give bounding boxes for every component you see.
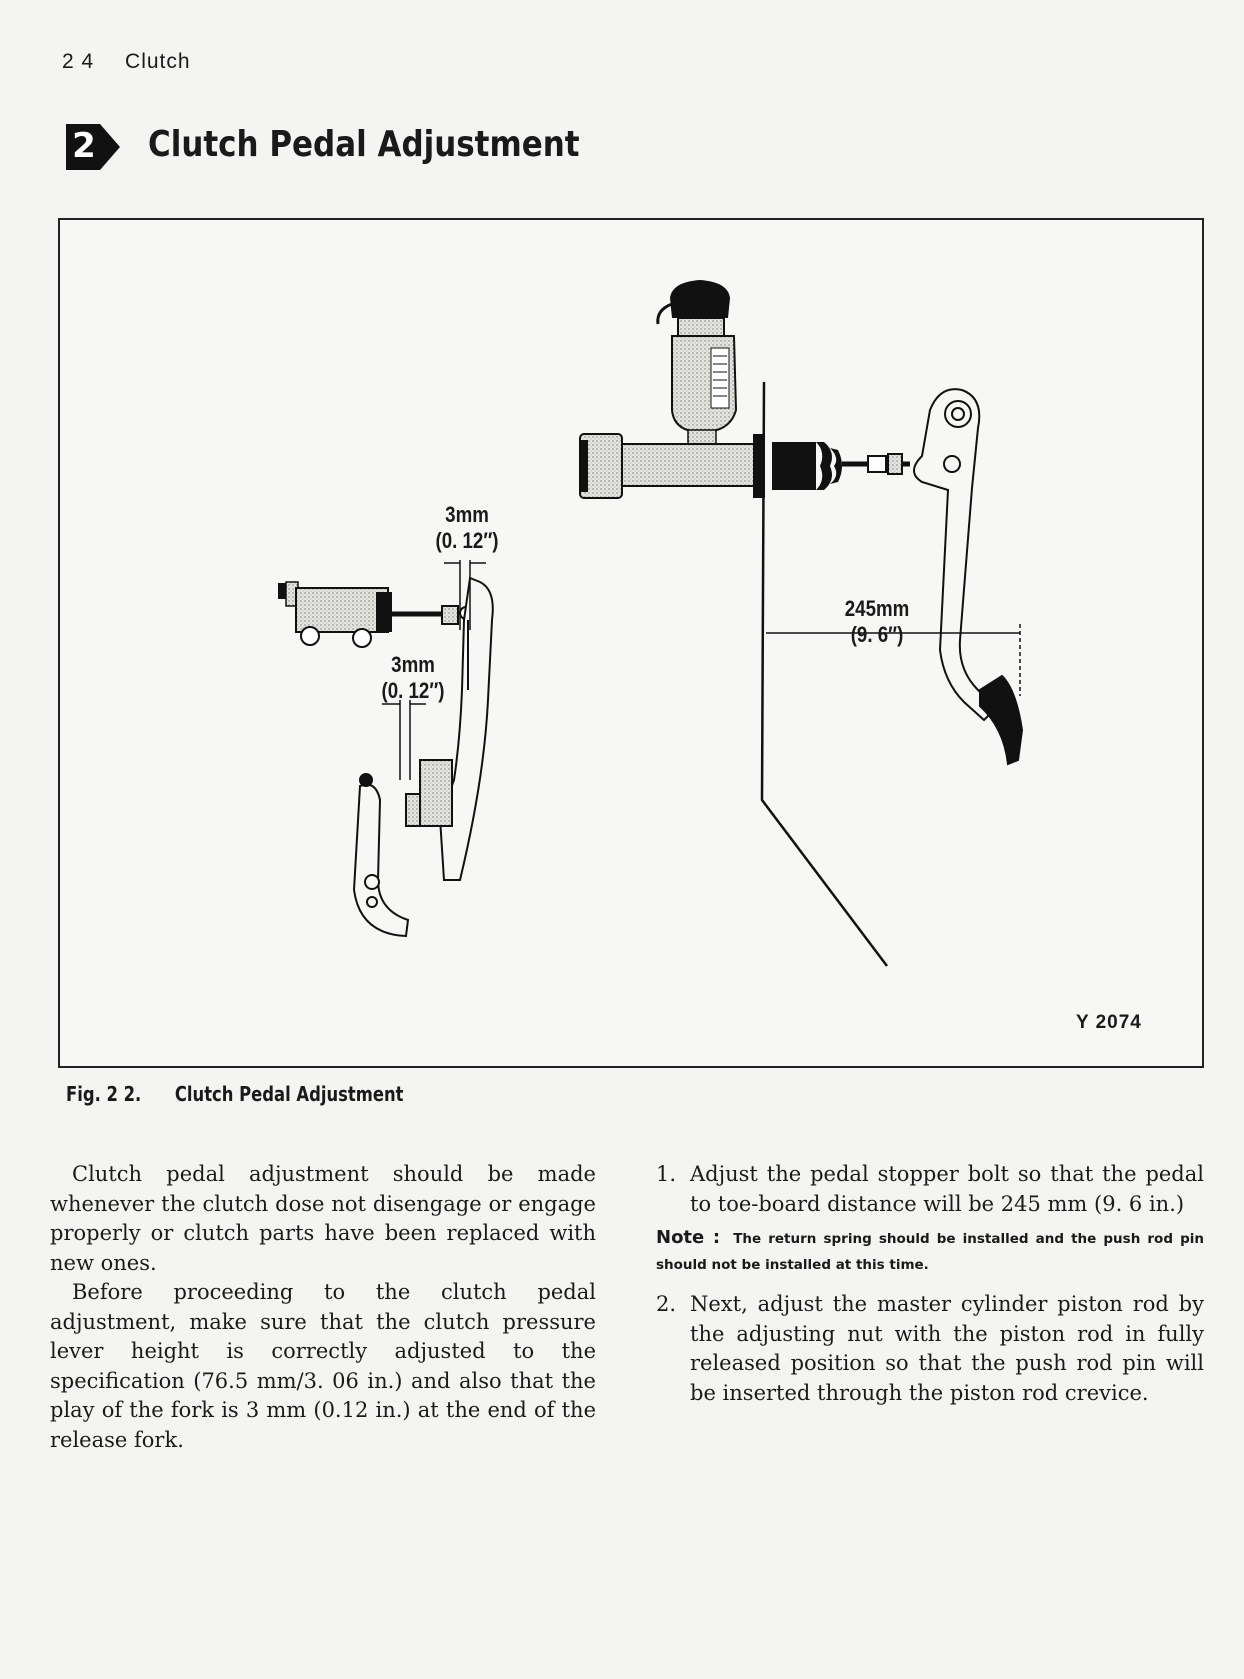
fork-play-bottom-label bbox=[366, 652, 460, 704]
figure-id: Y 2074 bbox=[1076, 1012, 1142, 1033]
step-text: Adjust the pedal stopper bolt so that the pedal to toe-board distance will be 245 mm (9. 6 in.) bbox=[690, 1162, 1204, 1216]
running-head bbox=[62, 50, 191, 74]
figure-caption-title: Clutch Pedal Adjustment bbox=[174, 1082, 404, 1106]
pedal-distance-mm: 245mm bbox=[844, 596, 910, 621]
note-text: The return spring should be installed and the push rod pin should not be installed at this time. bbox=[656, 1231, 1204, 1273]
procedure-step bbox=[656, 1160, 1204, 1219]
figure-caption-number: Fig. 2 2. bbox=[66, 1082, 142, 1106]
pedal-distance-in: (9. 6″) bbox=[850, 622, 904, 647]
master-cylinder bbox=[580, 280, 910, 498]
section-title: Clutch Pedal Adjustment bbox=[148, 124, 580, 165]
step-number: 2. bbox=[656, 1292, 677, 1316]
left-column bbox=[50, 1160, 596, 1455]
running-head-section: Clutch bbox=[125, 50, 191, 73]
step-text: Next, adjust the master cylinder piston rod by the adjusting nut with the piston rod in fully released position so that the push rod pin will be inserted through the piston rod crevice. bbox=[690, 1292, 1204, 1405]
fork-play-bottom-mm: 3mm bbox=[391, 652, 435, 677]
paragraph: Clutch pedal adjustment should be made whenever the clutch dose not disengage or engage properly or clutch parts have been replaced with new ones. bbox=[50, 1162, 596, 1275]
right-column bbox=[656, 1160, 1204, 1408]
paragraph: Before proceeding to the clutch pedal adjustment, make sure that the clutch pressure lever height is correctly adjusted to the specification (76.5 mm/3. 06 in.) and also that the play of the fork is 3 mm (0.12 in.) at the end of the release fork. bbox=[50, 1280, 596, 1452]
section-number: 2 bbox=[72, 126, 96, 166]
note-label: Note : bbox=[656, 1227, 721, 1248]
step-number: 1. bbox=[656, 1162, 677, 1186]
fork-play-top-in: (0. 12″) bbox=[435, 528, 499, 553]
figure-caption bbox=[66, 1082, 403, 1106]
fork-play-top-mm: 3mm bbox=[445, 502, 489, 527]
pedal-distance-label bbox=[830, 596, 924, 648]
fork-play-top-label bbox=[420, 502, 514, 554]
figure-frame bbox=[58, 218, 1204, 1068]
clutch-pedal bbox=[914, 389, 1022, 764]
clutch-diagram bbox=[60, 220, 1206, 1070]
note bbox=[656, 1225, 1204, 1278]
fork-play-bottom-in: (0. 12″) bbox=[381, 678, 445, 703]
page-number: 2 4 bbox=[62, 50, 95, 73]
slave-cylinder bbox=[278, 582, 472, 647]
procedure-step bbox=[656, 1290, 1204, 1408]
